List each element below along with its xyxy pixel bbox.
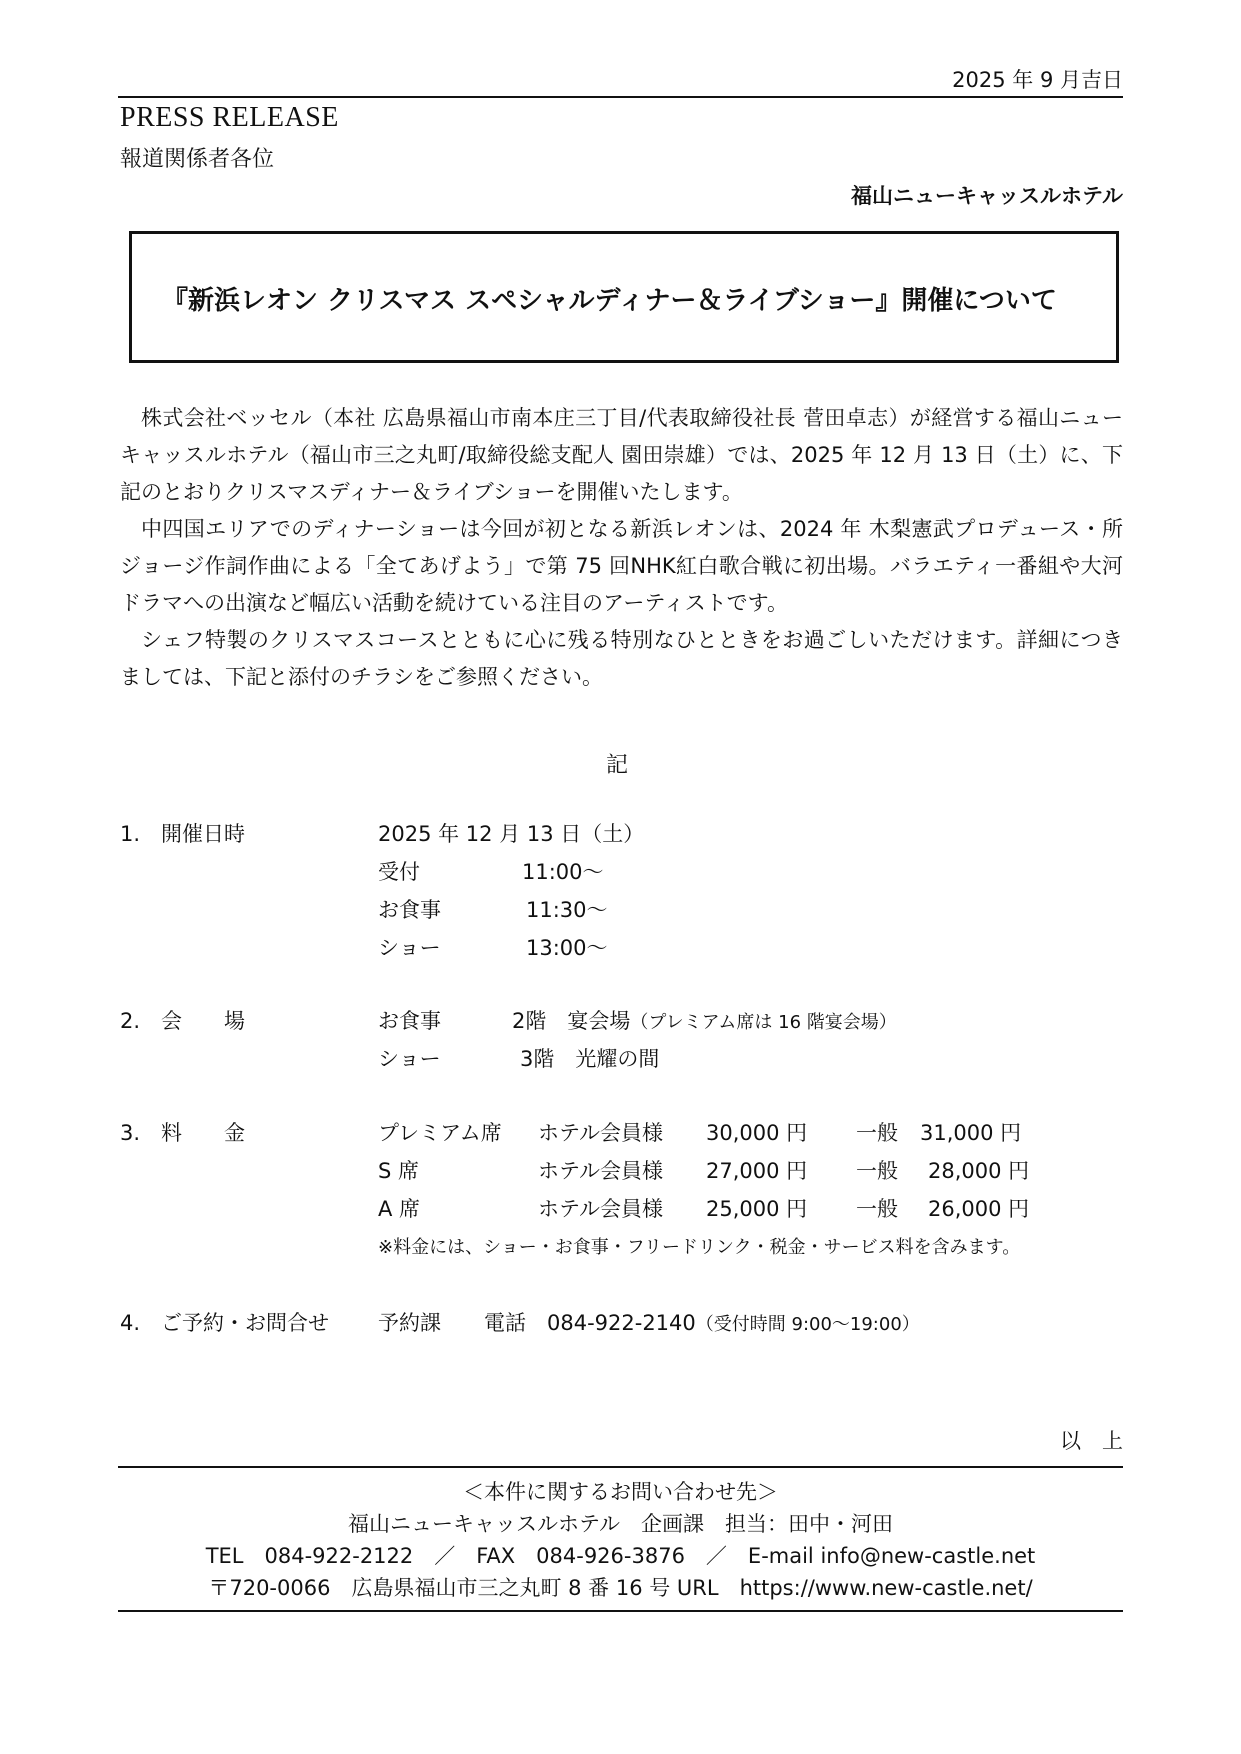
price-note: ※料金には、ショー・お食事・フリードリンク・税金・サービス料を含みます。 — [378, 1237, 1021, 1258]
footer-heading: ＜本件に関するお問い合わせ先＞ — [463, 1480, 778, 1504]
document-title: 『新浜レオン クリスマス スペシャルディナー＆ライブショー』開催について — [162, 286, 1057, 316]
member-price: 27,000 円 — [706, 1159, 808, 1183]
schedule-label: ショー — [378, 936, 441, 960]
body-paragraph-1: 株式会社ベッセル（本社 広島県福山市南本庄三丁目/代表取締役社長 菅田卓志）が経営する福山ニューキャッスルホテル（福山市三之丸町/取締役総支配人 園田崇雄）では、2025 年 12 月 13 日（土）に、下記のとおりクリスマスディナー＆ライブショーを開催いたします。 — [120, 406, 1123, 504]
venue-place-text: 2階 宴会場 — [512, 1009, 631, 1033]
event-date: 2025 年 12 月 13 日（土） — [378, 822, 645, 846]
body-paragraph-3: シェフ特製のクリスマスコースとともに心に残る特別なひとときをお過ごしいただけます。詳細につきましては、下記と添付のチラシをご参照ください。 — [120, 628, 1123, 689]
item2-label: 2. 会 場 — [120, 1009, 246, 1033]
footer-top-divider — [118, 1466, 1123, 1468]
footer-bottom-divider — [118, 1610, 1123, 1612]
item4-label: 4. ご予約・お問合せ — [120, 1311, 330, 1335]
title-box — [129, 231, 1119, 363]
issuer-name: 福山ニューキャッスルホテル — [851, 184, 1123, 208]
member-label: ホテル会員様 — [538, 1121, 663, 1145]
venue-place — [512, 1005, 897, 1035]
reservation-phone: 電話 084-922-2140 — [484, 1311, 696, 1335]
schedule-time: 13:00～ — [526, 936, 608, 960]
general-label: 一般 — [856, 1159, 898, 1183]
footer-tel-fax: TEL 084-922-2122 ／ FAX 084-926-3876 ／ E-mail info@new-castle.net — [205, 1544, 1036, 1568]
header-divider — [118, 96, 1123, 98]
body-text — [120, 400, 1123, 696]
venue-place: 3階 光耀の間 — [520, 1047, 660, 1071]
venue-note: （プレミアム席は 16 階宴会場） — [630, 1012, 897, 1033]
release-date: 2025 年 9 月吉日 — [952, 68, 1123, 92]
venue-label: ショー — [378, 1047, 441, 1071]
venue-label: お食事 — [378, 1009, 441, 1033]
general-price: 28,000 円 — [928, 1159, 1030, 1183]
member-price: 30,000 円 — [706, 1121, 808, 1145]
general-label: 一般 — [856, 1121, 898, 1145]
schedule-label: お食事 — [378, 898, 441, 922]
addressee: 報道関係者各位 — [120, 147, 275, 172]
footer-address: 〒720-0066 広島県福山市三之丸町 8 番 16 号 URL https://www.new-castle.net/ — [208, 1576, 1033, 1600]
reservation-contact — [484, 1307, 920, 1337]
member-label: ホテル会員様 — [538, 1159, 663, 1183]
seat-type: プレミアム席 — [378, 1121, 502, 1145]
body-paragraph-2: 中四国エリアでのディナーショーは今回が初となる新浜レオンは、2024 年 木梨憲武プロデュース・所ジョージ作詞作曲による「全てあげよう」で第 75 回NHK紅白歌合戦に初出場。バラエティ一番組や大河ドラマへの出演など幅広い活動を続けている注目のアーティストです。 — [120, 517, 1123, 615]
footer-contact: 福山ニューキャッスルホテル 企画課 担当：田中・河田 — [348, 1512, 893, 1536]
closing-mark: 以 上 — [1060, 1429, 1123, 1453]
press-release-heading: PRESS RELEASE — [120, 102, 339, 133]
ki-heading: 記 — [606, 753, 629, 778]
general-price: 26,000 円 — [928, 1197, 1030, 1221]
reservation-dept: 予約課 — [378, 1311, 441, 1335]
seat-type: A 席 — [378, 1197, 421, 1221]
schedule-time: 11:00～ — [522, 860, 604, 884]
general-price: 31,000 円 — [920, 1121, 1022, 1145]
item1-label: 1. 開催日時 — [120, 822, 246, 846]
general-label: 一般 — [856, 1197, 898, 1221]
schedule-label: 受付 — [378, 860, 420, 884]
member-price: 25,000 円 — [706, 1197, 808, 1221]
member-label: ホテル会員様 — [538, 1197, 663, 1221]
schedule-time: 11:30～ — [526, 898, 608, 922]
item3-label: 3. 料 金 — [120, 1121, 246, 1145]
seat-type: S 席 — [378, 1159, 420, 1183]
reservation-hours: （受付時間 9:00～19:00） — [695, 1314, 920, 1335]
